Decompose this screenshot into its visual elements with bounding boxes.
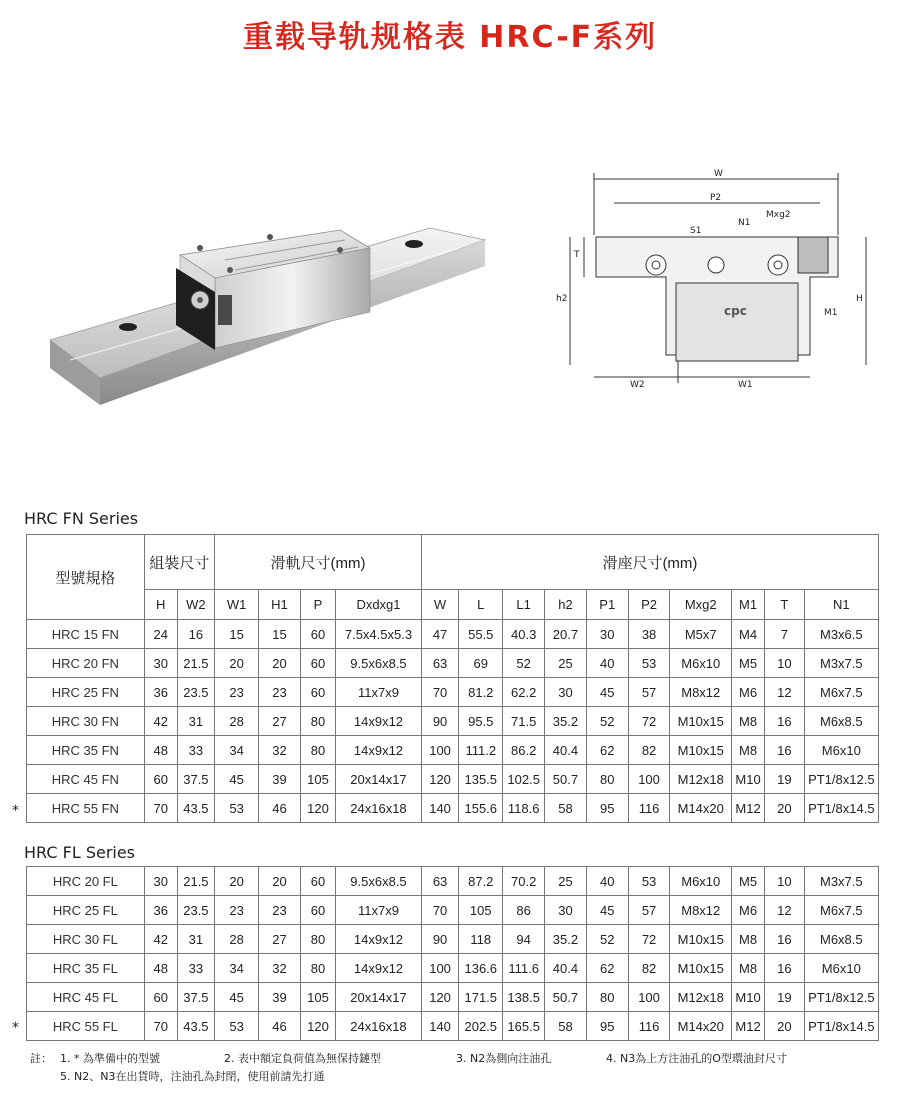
value-cell: M8 [732,707,765,736]
value-cell: 20.7 [545,620,587,649]
value-cell: 86 [503,896,545,925]
value-cell: 14x9x12 [336,925,422,954]
value-cell: 95 [586,1012,628,1041]
column-header: L [459,590,503,620]
value-cell: 25 [545,649,587,678]
value-cell: 53 [628,867,670,896]
table-row [27,707,879,736]
value-cell: 11x7x9 [336,678,422,707]
model-cell: HRC 45 FL [27,983,145,1012]
value-cell: 35.2 [545,925,587,954]
value-cell: 23 [215,678,259,707]
value-cell: 72 [628,707,670,736]
value-cell: M12 [732,794,765,823]
value-cell: M8 [732,954,765,983]
value-cell: 24 [144,620,177,649]
value-cell: 20x14x17 [336,765,422,794]
value-cell: M5 [732,649,765,678]
value-cell: 7.5x4.5x5.3 [336,620,422,649]
model-cell: HRC 45 FN [27,765,145,794]
value-cell: 21.5 [177,649,214,678]
column-header: L1 [503,590,545,620]
model-cell: HRC 35 FN [27,736,145,765]
column-header-row [27,590,879,620]
label-w1: W1 [738,380,753,390]
value-cell: 7 [765,620,805,649]
value-cell: 95 [586,794,628,823]
value-cell: 202.5 [459,1012,503,1041]
value-cell: 27 [259,707,301,736]
value-cell: 80 [586,983,628,1012]
value-cell: 80 [300,954,335,983]
rail-header: 滑軌尺寸(mm) [215,535,422,590]
table-row [27,649,879,678]
value-cell: 55.5 [459,620,503,649]
value-cell: 36 [144,678,177,707]
value-cell: M12 [732,1012,765,1041]
model-cell: HRC 30 FL [27,925,145,954]
value-cell: 23 [259,896,301,925]
note-4: 4. N3為上方注油孔的O型環油封尺寸 [606,1052,787,1065]
value-cell: 23 [215,896,259,925]
value-cell: 45 [586,896,628,925]
value-cell: 38 [628,620,670,649]
column-header: h2 [545,590,587,620]
value-cell: 40 [586,649,628,678]
value-cell: 20 [765,1012,805,1041]
value-cell: M8 [732,736,765,765]
value-cell: M12x18 [670,983,732,1012]
table-row [27,896,879,925]
value-cell: 14x9x12 [336,954,422,983]
value-cell: 86.2 [503,736,545,765]
cross-section-diagram [548,165,878,395]
value-cell: 19 [765,765,805,794]
fl-spec-table [26,866,879,1041]
value-cell: M10 [732,765,765,794]
model-cell: HRC 35 FL [27,954,145,983]
value-cell: 70 [144,1012,177,1041]
value-cell: 81.2 [459,678,503,707]
value-cell: M6x10 [804,736,878,765]
value-cell: M6x7.5 [804,678,878,707]
column-header: H [144,590,177,620]
value-cell: 100 [421,736,458,765]
value-cell: 111.2 [459,736,503,765]
column-header: W2 [177,590,214,620]
value-cell: 39 [259,765,301,794]
value-cell: 37.5 [177,765,214,794]
table-row [27,954,879,983]
value-cell: M10x15 [670,954,732,983]
column-header: Mxg2 [670,590,732,620]
value-cell: 138.5 [503,983,545,1012]
value-cell: 32 [259,954,301,983]
value-cell: 12 [765,896,805,925]
value-cell: 165.5 [503,1012,545,1041]
value-cell: 50.7 [545,765,587,794]
value-cell: 80 [300,925,335,954]
value-cell: 16 [765,925,805,954]
model-cell: HRC 25 FL [27,896,145,925]
value-cell: 39 [259,983,301,1012]
value-cell: 50.7 [545,983,587,1012]
value-cell: 20 [259,867,301,896]
value-cell: 46 [259,1012,301,1041]
model-cell: HRC 55 FL [27,1012,145,1041]
value-cell: 33 [177,736,214,765]
value-cell: 58 [545,1012,587,1041]
value-cell: 10 [765,867,805,896]
label-w2: W2 [630,380,645,390]
table-row [27,620,879,649]
value-cell: 116 [628,794,670,823]
value-cell: 70 [421,896,458,925]
value-cell: 120 [300,794,335,823]
value-cell: 45 [586,678,628,707]
value-cell: 82 [628,954,670,983]
value-cell: 9.5x6x8.5 [336,649,422,678]
value-cell: 30 [545,678,587,707]
value-cell: 171.5 [459,983,503,1012]
model-cell: HRC 30 FN [27,707,145,736]
model-cell: HRC 25 FN [27,678,145,707]
value-cell: 69 [459,649,503,678]
label-n1: N1 [738,218,751,228]
table-row [27,867,879,896]
value-cell: 136.6 [459,954,503,983]
value-cell: M12x18 [670,765,732,794]
value-cell: 42 [144,707,177,736]
value-cell: M6 [732,896,765,925]
value-cell: M10x15 [670,925,732,954]
value-cell: 57 [628,896,670,925]
value-cell: M6x10 [670,867,732,896]
value-cell: PT1/8x12.5 [804,983,878,1012]
value-cell: 100 [628,765,670,794]
value-cell: 80 [300,707,335,736]
value-cell: 82 [628,736,670,765]
value-cell: 43.5 [177,1012,214,1041]
value-cell: 35.2 [545,707,587,736]
label-m1: M1 [824,308,838,318]
value-cell: 120 [421,983,458,1012]
value-cell: 20 [765,794,805,823]
value-cell: M6x10 [670,649,732,678]
table-row [27,794,879,823]
value-cell: M10 [732,983,765,1012]
model-header: 型號規格 [27,535,145,620]
value-cell: 20x14x17 [336,983,422,1012]
model-cell: HRC 15 FN [27,620,145,649]
value-cell: 24x16x18 [336,1012,422,1041]
value-cell: PT1/8x12.5 [804,765,878,794]
value-cell: 52 [503,649,545,678]
value-cell: 12 [765,678,805,707]
value-cell: 60 [300,896,335,925]
value-cell: 105 [300,765,335,794]
value-cell: 62 [586,736,628,765]
column-header: P [300,590,335,620]
model-cell: HRC 20 FN [27,649,145,678]
label-w: W [714,169,723,179]
column-header: W1 [215,590,259,620]
value-cell: 16 [765,954,805,983]
table-row [27,983,879,1012]
model-cell: HRC 55 FN [27,794,145,823]
value-cell: M3x6.5 [804,620,878,649]
value-cell: M10x15 [670,736,732,765]
value-cell: 43.5 [177,794,214,823]
value-cell: M5x7 [670,620,732,649]
value-cell: 11x7x9 [336,896,422,925]
column-header: T [765,590,805,620]
value-cell: 120 [300,1012,335,1041]
value-cell: 40.3 [503,620,545,649]
value-cell: 10 [765,649,805,678]
value-cell: 23 [259,678,301,707]
value-cell: 45 [215,765,259,794]
in-preparation-marker: * [12,802,19,819]
value-cell: 28 [215,707,259,736]
value-cell: 30 [144,867,177,896]
value-cell: 15 [215,620,259,649]
column-header: P1 [586,590,628,620]
value-cell: 53 [215,1012,259,1041]
value-cell: M6x10 [804,954,878,983]
note-2: 2. 表中額定負荷值為無保持鏈型 [224,1052,381,1065]
assembly-header: 組裝尺寸 [144,535,214,590]
value-cell: 116 [628,1012,670,1041]
value-cell: M14x20 [670,794,732,823]
value-cell: 16 [765,736,805,765]
value-cell: 23.5 [177,678,214,707]
value-cell: 34 [215,954,259,983]
value-cell: 30 [586,620,628,649]
value-cell: 62.2 [503,678,545,707]
value-cell: 33 [177,954,214,983]
value-cell: M3x7.5 [804,649,878,678]
note-1: 1. * 為準備中的型號 [60,1052,160,1065]
value-cell: 14x9x12 [336,736,422,765]
column-header: M1 [732,590,765,620]
value-cell: 60 [144,765,177,794]
value-cell: 52 [586,707,628,736]
value-cell: 95.5 [459,707,503,736]
notes-prefix: 註： [30,1052,52,1065]
value-cell: 105 [459,896,503,925]
value-cell: 102.5 [503,765,545,794]
value-cell: 120 [421,765,458,794]
value-cell: 118 [459,925,503,954]
value-cell: 9.5x6x8.5 [336,867,422,896]
value-cell: M5 [732,867,765,896]
value-cell: 70 [421,678,458,707]
value-cell: 118.6 [503,794,545,823]
value-cell: 105 [300,983,335,1012]
value-cell: M6x8.5 [804,707,878,736]
value-cell: 16 [177,620,214,649]
value-cell: M6x7.5 [804,896,878,925]
label-mxg2: Mxg2 [766,210,791,220]
value-cell: 37.5 [177,983,214,1012]
value-cell: M8x12 [670,896,732,925]
value-cell: 48 [144,736,177,765]
value-cell: 40.4 [545,736,587,765]
value-cell: M10x15 [670,707,732,736]
value-cell: 40.4 [545,954,587,983]
value-cell: 90 [421,925,458,954]
value-cell: 27 [259,925,301,954]
value-cell: 140 [421,794,458,823]
value-cell: 40 [586,867,628,896]
value-cell: 48 [144,954,177,983]
fl-series-label: HRC FL Series [24,843,136,862]
value-cell: 20 [259,649,301,678]
value-cell: 58 [545,794,587,823]
fn-spec-table [26,534,879,823]
page-title: 重载导轨规格表 HRC-F系列 [242,20,658,55]
value-cell: 28 [215,925,259,954]
value-cell: PT1/8x14.5 [804,794,878,823]
value-cell: M6 [732,678,765,707]
value-cell: 14x9x12 [336,707,422,736]
column-header: N1 [804,590,878,620]
value-cell: 47 [421,620,458,649]
value-cell: 53 [628,649,670,678]
value-cell: 21.5 [177,867,214,896]
value-cell: 25 [545,867,587,896]
value-cell: 20 [215,649,259,678]
fn-series-label: HRC FN Series [24,509,139,528]
value-cell: 16 [765,707,805,736]
value-cell: 111.6 [503,954,545,983]
value-cell: M8 [732,925,765,954]
value-cell: 63 [421,867,458,896]
value-cell: 24x16x18 [336,794,422,823]
column-header: Dxdxg1 [336,590,422,620]
block-header: 滑座尺寸(mm) [421,535,878,590]
label-h2: h2 [556,294,568,304]
value-cell: 135.5 [459,765,503,794]
value-cell: 42 [144,925,177,954]
value-cell: 31 [177,925,214,954]
value-cell: 70 [144,794,177,823]
value-cell: 46 [259,794,301,823]
label-p2: P2 [710,193,722,203]
value-cell: 94 [503,925,545,954]
value-cell: 53 [215,794,259,823]
brand-logo: cpc [724,304,747,318]
value-cell: 60 [300,678,335,707]
value-cell: 140 [421,1012,458,1041]
label-t: T [574,250,580,260]
value-cell: 155.6 [459,794,503,823]
value-cell: M6x8.5 [804,925,878,954]
value-cell: 32 [259,736,301,765]
value-cell: 19 [765,983,805,1012]
value-cell: 100 [628,983,670,1012]
value-cell: 80 [586,765,628,794]
in-preparation-marker: * [12,1019,19,1036]
value-cell: 62 [586,954,628,983]
value-cell: 100 [421,954,458,983]
value-cell: 34 [215,736,259,765]
value-cell: 52 [586,925,628,954]
table-row [27,736,879,765]
table-row [27,925,879,954]
column-header: P2 [628,590,670,620]
linear-guide-product-image [40,200,490,430]
value-cell: 23.5 [177,896,214,925]
value-cell: 60 [300,867,335,896]
value-cell: M3x7.5 [804,867,878,896]
value-cell: 71.5 [503,707,545,736]
value-cell: PT1/8x14.5 [804,1012,878,1041]
value-cell: 30 [545,896,587,925]
value-cell: 45 [215,983,259,1012]
value-cell: 36 [144,896,177,925]
note-3: 3. N2為側向注油孔 [456,1052,552,1065]
value-cell: 87.2 [459,867,503,896]
value-cell: M4 [732,620,765,649]
table-row [27,678,879,707]
value-cell: 72 [628,925,670,954]
value-cell: 31 [177,707,214,736]
label-s1: S1 [690,226,702,236]
value-cell: 57 [628,678,670,707]
value-cell: M14x20 [670,1012,732,1041]
note-5: 5. N2、N3在出貨時，注油孔為封閉，使用前請先打通 [60,1070,325,1083]
value-cell: 90 [421,707,458,736]
value-cell: 63 [421,649,458,678]
value-cell: 80 [300,736,335,765]
label-h: H [856,294,863,304]
model-cell: HRC 20 FL [27,867,145,896]
value-cell: 30 [144,649,177,678]
table-row [27,1012,879,1041]
column-header: H1 [259,590,301,620]
column-header: W [421,590,458,620]
value-cell: 15 [259,620,301,649]
table-row [27,765,879,794]
value-cell: 60 [144,983,177,1012]
value-cell: 60 [300,649,335,678]
value-cell: 60 [300,620,335,649]
value-cell: M8x12 [670,678,732,707]
value-cell: 70.2 [503,867,545,896]
value-cell: 20 [215,867,259,896]
